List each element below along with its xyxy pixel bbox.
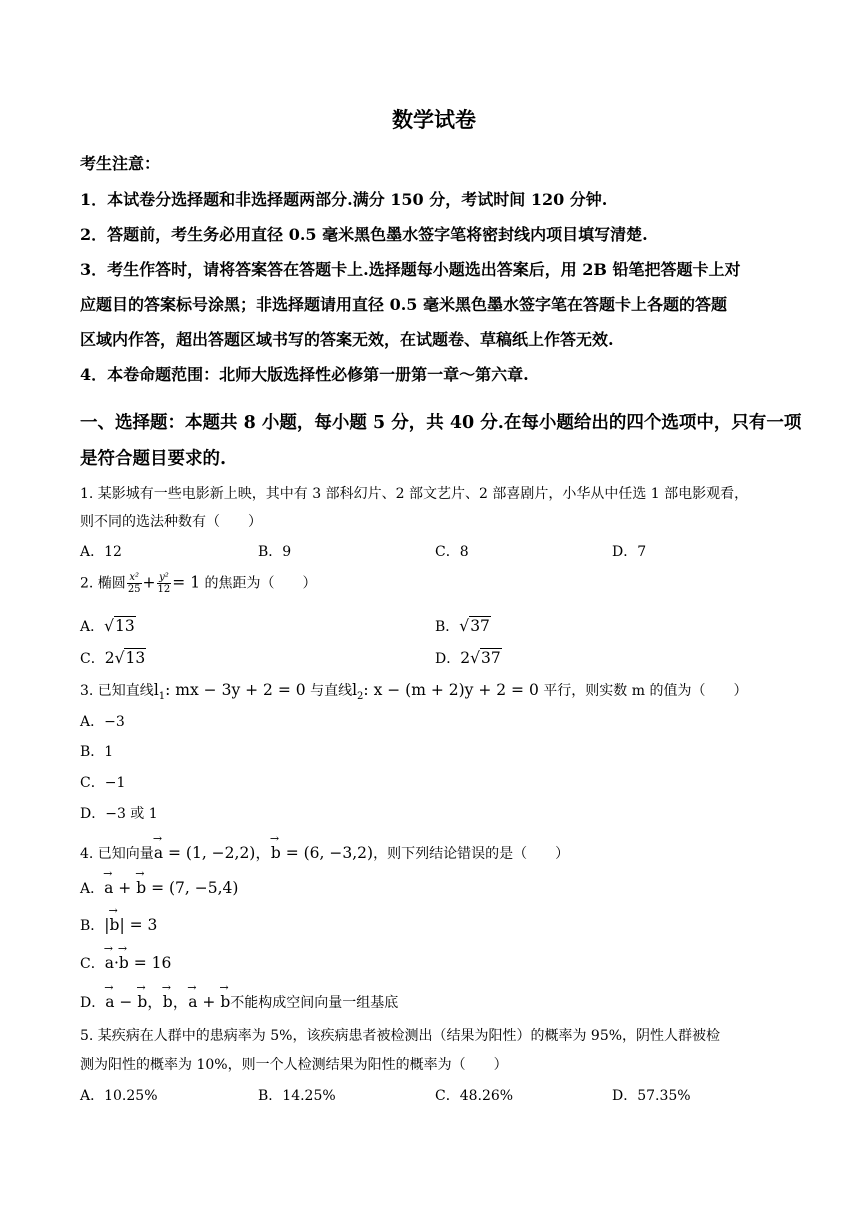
notice-item-3: 3．考生作答时，请将答案答在答题卡上.选择题每小题选出答案后，用 2B 铅笔把答题卡上对 — [80, 260, 741, 279]
question-1-option-b: B．9 — [258, 544, 292, 560]
radicand: 37 — [470, 617, 490, 635]
abs-bar: | — [104, 916, 110, 934]
notice-heading: 考生注意： — [80, 154, 161, 173]
question-3-option-b: B．1 — [80, 744, 114, 760]
option-label: A． — [80, 619, 105, 635]
question-3-option-c: C．−1 — [80, 775, 126, 791]
question-2-option-a — [80, 616, 136, 636]
option-label: C． — [80, 956, 105, 972]
question-2-option-d — [435, 648, 502, 668]
question-5-option-b: B．14.25% — [258, 1088, 336, 1104]
notice-item-2: 2．答题前，考生务必用直径 0.5 毫米黑色墨水签字笔将密封线内项目填写清楚. — [80, 225, 648, 244]
minus-sign: − — [114, 993, 138, 1011]
option-label: B． — [80, 918, 105, 934]
question-5-option-a: A．10.25% — [80, 1088, 158, 1104]
line-l2 — [352, 681, 539, 703]
sqrt-expression: √13 — [114, 649, 146, 667]
line-symbol: l — [352, 681, 358, 699]
notice-item-3-cont2: 区域内作答，超出答题区域书写的答案无效，在试题卷、草稿纸上作答无效. — [80, 330, 614, 349]
vector-a: → a — [154, 844, 163, 862]
line-equation: : mx − 3y + 2 = 0 — [165, 681, 306, 699]
question-2-option-b — [435, 616, 491, 636]
question-4-option-a — [80, 878, 238, 898]
notice-item-1: 1．本试卷分选择题和非选择题两部分.满分 150 分，考试时间 120 分钟. — [80, 190, 608, 209]
plus-sign: + — [197, 993, 221, 1011]
vector-a: → a — [104, 879, 113, 897]
question-2-option-c — [80, 648, 146, 668]
question-3-mid: 与直线 — [305, 683, 353, 699]
vector-b: → b — [119, 954, 129, 972]
question-5-stem-cont: 测为阳性的概率为 10%，则一个人检测结果为阳性的概率为（ ） — [80, 1057, 508, 1073]
vector-b: → b — [163, 993, 173, 1011]
question-4-option-d — [80, 990, 398, 1012]
option-label: D． — [80, 995, 106, 1011]
plus-sign: + — [113, 879, 137, 897]
sqrt-expression: √37 — [470, 649, 501, 667]
line-l1 — [153, 681, 306, 703]
question-3-stem — [80, 680, 747, 702]
fraction-y2-over-12 — [157, 572, 172, 595]
question-1-option-d: D．7 — [612, 544, 647, 560]
question-3-option-d: D．−3 或 1 — [80, 806, 158, 822]
question-5-option-c: C．48.26% — [435, 1088, 514, 1104]
line-subscript: 2 — [357, 691, 364, 703]
radicand: 13 — [125, 649, 146, 667]
question-1-option-a: A．12 — [80, 544, 122, 560]
coefficient: 2 — [460, 649, 471, 667]
option-label: A． — [80, 881, 105, 897]
radicand: 13 — [115, 617, 135, 635]
equation-rhs: = 1 — [172, 573, 201, 592]
question-2-prefix: 2. 椭圆 — [80, 575, 126, 592]
question-2-stem — [80, 572, 317, 595]
notice-item-4: 4．本卷命题范围：北师大版选择性必修第一册第一章～第六章. — [80, 365, 529, 384]
option-label: C． — [80, 651, 105, 667]
fraction-denominator: 12 — [157, 584, 171, 595]
separator: ， — [172, 993, 189, 1011]
separator: ， — [147, 993, 163, 1011]
question-4-option-b — [80, 915, 157, 935]
question-4-prefix: 4. 已知向量 — [80, 846, 154, 862]
question-1-option-c: C．8 — [435, 544, 469, 560]
coefficient: 2 — [104, 649, 115, 667]
question-3-prefix: 3. 已知直线 — [80, 683, 154, 699]
option-expression: | = 3 — [119, 916, 158, 934]
option-expression: = (7, −5,4) — [146, 879, 239, 897]
option-label: B． — [435, 619, 460, 635]
vector-b: → b — [271, 844, 281, 862]
question-2-suffix: 的焦距为（ ） — [200, 575, 317, 592]
line-symbol: l — [153, 681, 159, 699]
vector-b: → b — [110, 916, 120, 934]
line-subscript: 1 — [158, 691, 166, 703]
option-text: 不能构成空间向量一组基底 — [230, 995, 399, 1011]
question-3-suffix: 平行，则实数 m 的值为（ ） — [538, 683, 748, 699]
question-4-suffix: ，则下列结论错误的是（ ） — [373, 846, 570, 862]
vector-b: → b — [136, 879, 146, 897]
question-1-stem-cont: 则不同的选法种数有（ ） — [80, 514, 262, 530]
section-heading: 一、选择题：本题共 8 小题，每小题 5 分，共 40 分.在每小题给出的四个选项中，只有一项 — [80, 413, 802, 433]
notice-item-3-cont: 应题目的答案标号涂黑；非选择题请用直径 0.5 毫米黑色墨水签字笔在答题卡上各题的答题 — [80, 295, 727, 314]
radicand: 37 — [481, 649, 501, 667]
vector-a-value: = (1, −2,2)， — [163, 844, 271, 862]
vector-a: → a — [105, 954, 114, 972]
dot-operator: · — [113, 954, 119, 972]
option-label: D． — [435, 651, 461, 667]
vector-b-value: = (6, −3,2) — [280, 844, 374, 862]
fraction-numerator: y² — [157, 572, 172, 584]
sqrt-expression: √13 — [104, 617, 135, 635]
section-heading-cont: 是符合题目要求的. — [80, 449, 227, 469]
vector-b: → b — [137, 993, 147, 1011]
page-title: 数学试卷 — [392, 107, 476, 132]
sqrt-expression: √37 — [459, 617, 490, 635]
option-expression: = 16 — [128, 954, 172, 972]
fraction-denominator: 25 — [127, 584, 141, 595]
question-5-option-d: D．57.35% — [612, 1088, 691, 1104]
question-5-stem: 5. 某疾病在人群中的患病率为 5%，该疾病患者被检测出（结果为阳性）的概率为 95%，阴性人群被检 — [80, 1028, 721, 1044]
fraction-numerator: x² — [127, 572, 142, 584]
question-4-option-c — [80, 953, 171, 973]
line-equation: : x − (m + 2)y + 2 = 0 — [363, 681, 539, 699]
question-4-stem — [80, 841, 569, 863]
vector-b: → b — [220, 993, 230, 1011]
question-1-stem: 1. 某影城有一些电影新上映，其中有 3 部科幻片、2 部文艺片、2 部喜剧片，小华从中任选 1 部电影观看， — [80, 486, 749, 502]
plus-sign: + — [142, 573, 156, 592]
fraction-x2-over-25 — [127, 572, 142, 595]
vector-a: → a — [105, 993, 114, 1011]
question-3-option-a: A．−3 — [80, 714, 125, 730]
vector-a: → a — [188, 993, 197, 1011]
